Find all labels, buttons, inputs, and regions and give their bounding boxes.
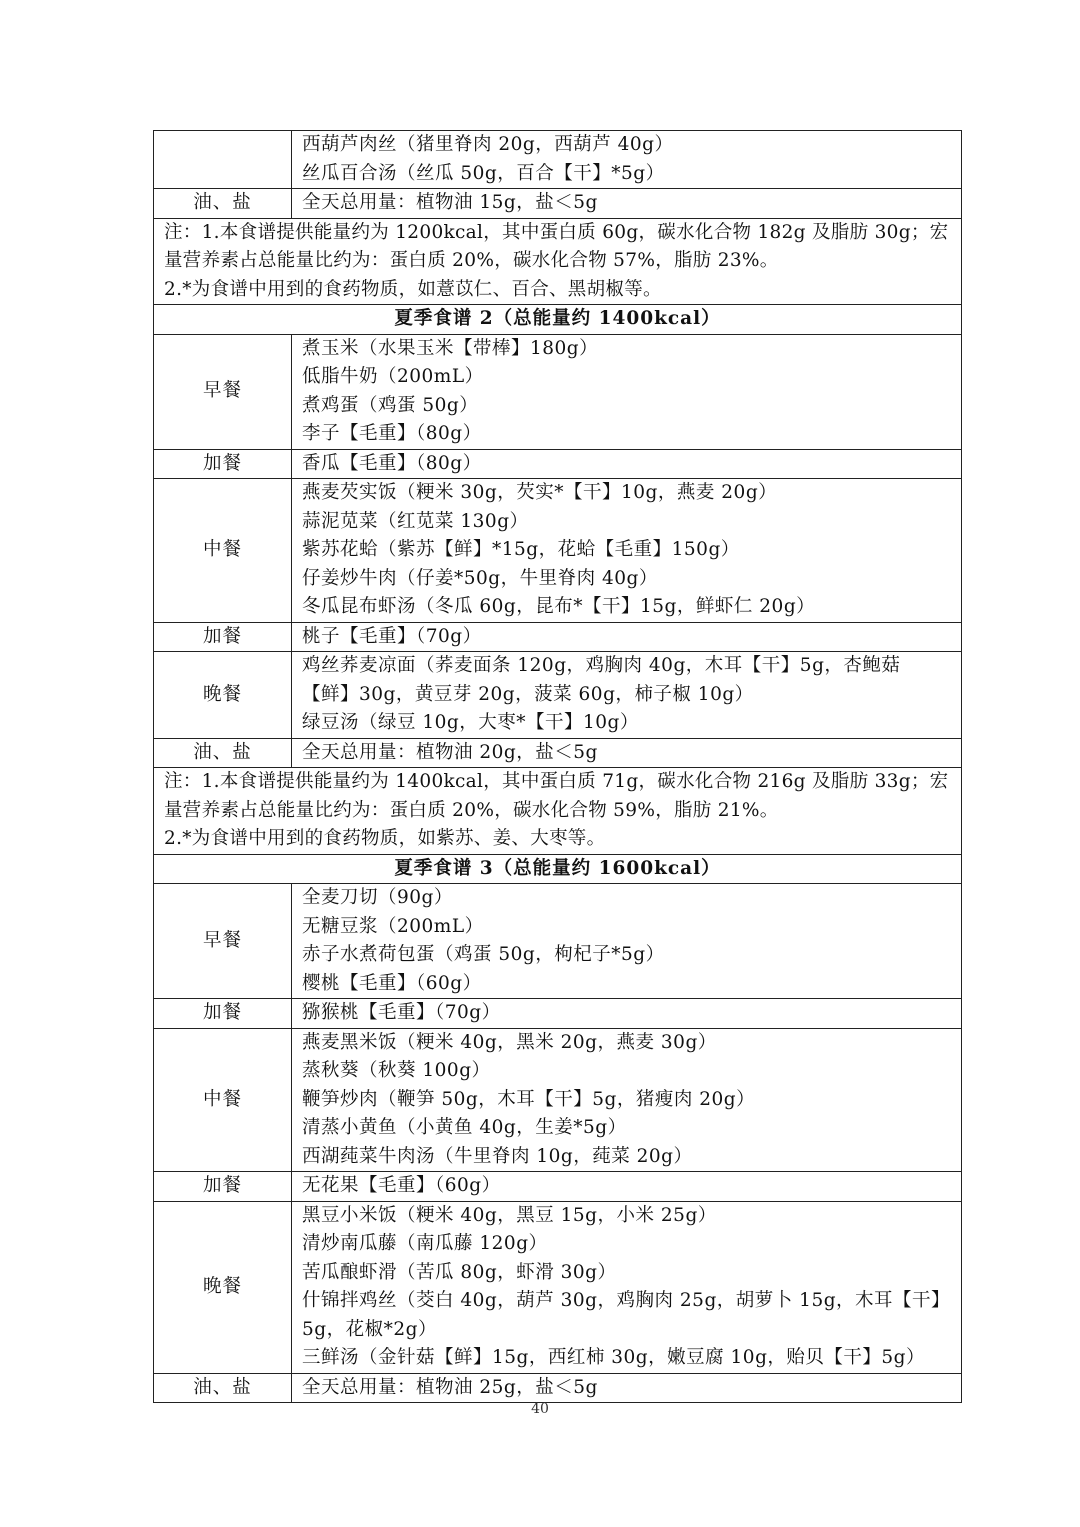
dish-item: 鞭笋炒肉（鞭笋 50g，木耳【干】5g，猪瘦肉 20g）	[302, 1088, 756, 1110]
recipe-table	[153, 130, 962, 1403]
meal-label: 早餐	[154, 334, 292, 449]
dish-item: 蒸秋葵（秋葵 100g）	[302, 1060, 491, 1081]
table-row	[154, 449, 962, 479]
dish-list	[292, 479, 962, 623]
table-row	[154, 334, 962, 449]
dish-item: 樱桃【毛重】（60g）	[302, 972, 482, 994]
meal-label: 加餐	[154, 1172, 292, 1202]
table-row	[154, 854, 962, 884]
dish-list	[292, 189, 962, 219]
meal-label: 油、盐	[154, 189, 292, 219]
dish-item: 燕麦黑米饭（粳米 40g，黑米 20g，燕麦 30g）	[302, 1031, 717, 1053]
dish-item: 5g，花椒*2g）	[302, 1318, 437, 1340]
meal-label: 中餐	[154, 479, 292, 623]
dish-list	[292, 738, 962, 768]
dish-item: 黑豆小米饭（粳米 40g，黑豆 15g，小米 25g）	[302, 1204, 717, 1226]
table-row	[154, 652, 962, 739]
dish-item: 清蒸小黄鱼（小黄鱼 40g，生姜*5g）	[302, 1117, 627, 1138]
dish-list	[292, 1172, 962, 1202]
dish-list	[292, 334, 962, 449]
meal-label: 加餐	[154, 622, 292, 652]
page-number: 40	[531, 1401, 549, 1417]
dish-item: 丝瓜百合汤（丝瓜 50g，百合【干】*5g）	[302, 162, 665, 184]
dish-item: 冬瓜昆布虾汤（冬瓜 60g，昆布*【干】15g，鲜虾仁 20g）	[302, 596, 816, 617]
dish-item: 燕麦芡实饭（粳米 30g，芡实*【干】10g，燕麦 20g）	[302, 482, 778, 503]
meal-label: 加餐	[154, 999, 292, 1029]
dish-item: 煮玉米（水果玉米【带棒】180g）	[302, 337, 599, 359]
table-row	[154, 479, 962, 623]
dish-item: 全麦刀切（90g）	[302, 887, 453, 908]
meal-label: 加餐	[154, 449, 292, 479]
dish-item: 低脂牛奶（200mL）	[302, 366, 484, 387]
dish-list	[292, 652, 962, 739]
dish-item: 三鲜汤（金针菇【鲜】15g，西红柿 30g，嫩豆腐 10g，贻贝【干】5g）	[302, 1347, 926, 1368]
dish-item: 赤子水煮荷包蛋（鸡蛋 50g，枸杞子*5g）	[302, 944, 665, 965]
meal-label: 中餐	[154, 1028, 292, 1172]
dish-list	[292, 131, 962, 189]
note-line-2: 2.*为食谱中用到的食药物质，如紫苏、姜、大枣等。	[164, 828, 606, 849]
dish-list	[292, 449, 962, 479]
dish-item: 无糖豆浆（200mL）	[302, 915, 484, 937]
oil-salt-total: 全天总用量：植物油 15g，盐＜5g	[302, 192, 598, 213]
dish-item: 无花果【毛重】（60g）	[302, 1175, 501, 1196]
dish-list	[292, 1028, 962, 1172]
dish-item: 西葫芦肉丝（猪里脊肉 20g，西葫芦 40g）	[302, 134, 674, 155]
meal-label: 油、盐	[154, 1373, 292, 1403]
dish-item: 香瓜【毛重】（80g）	[302, 452, 482, 474]
dish-item: 苦瓜酿虾滑（苦瓜 80g，虾滑 30g）	[302, 1261, 617, 1283]
table-row	[154, 1201, 962, 1373]
dish-item: 鸡丝荞麦凉面（荞麦面条 120g，鸡胸肉 40g，木耳【干】5g，杏鲍菇	[302, 655, 901, 676]
dish-item: 西湖莼菜牛肉汤（牛里脊肉 10g，莼菜 20g）	[302, 1145, 693, 1167]
dish-item: 紫苏花蛤（紫苏【鲜】*15g，花蛤【毛重】150g）	[302, 539, 740, 560]
dish-item: 煮鸡蛋（鸡蛋 50g）	[302, 394, 479, 416]
table-row	[154, 189, 962, 219]
table-row	[154, 622, 962, 652]
table-row	[154, 305, 962, 335]
note-line-2: 2.*为食谱中用到的食药物质，如薏苡仁、百合、黑胡椒等。	[164, 278, 662, 300]
dish-item: 清炒南瓜藤（南瓜藤 120g）	[302, 1233, 548, 1254]
dish-list	[292, 884, 962, 999]
meal-label: 晚餐	[154, 652, 292, 739]
dish-item: 蒜泥苋菜（红苋菜 130g）	[302, 510, 529, 532]
dish-item: 什锦拌鸡丝（茭白 40g，葫芦 30g，鸡胸肉 25g，胡萝卜 15g，木耳【干】	[302, 1290, 951, 1311]
note-line-1: 注：1.本食谱提供能量约为 1400kcal，其中蛋白质 71g，碳水化合物 216g 及脂肪 33g；宏量营养素占总能量比约为：蛋白质 20%，碳水化合物 59%，脂肪 21%。	[164, 771, 949, 821]
menu-title: 夏季食谱 3（总能量约 1600kcal）	[154, 854, 962, 884]
table-row	[154, 738, 962, 768]
table-row	[154, 768, 962, 855]
menu-note	[154, 218, 962, 305]
table-row	[154, 884, 962, 999]
oil-salt-total: 全天总用量：植物油 25g，盐＜5g	[302, 1376, 598, 1398]
note-line-1: 注：1.本食谱提供能量约为 1200kcal，其中蛋白质 60g，碳水化合物 182g 及脂肪 30g；宏量营养素占总能量比约为：蛋白质 20%，碳水化合物 57%，脂肪 23%。	[164, 221, 949, 271]
table-row	[154, 1373, 962, 1403]
dish-list	[292, 1373, 962, 1403]
table-row	[154, 999, 962, 1029]
table-row	[154, 218, 962, 305]
meal-label: 早餐	[154, 884, 292, 999]
dish-item: 李子【毛重】（80g）	[302, 423, 482, 444]
dish-item: 绿豆汤（绿豆 10g，大枣*【干】10g）	[302, 712, 639, 733]
table-row	[154, 1172, 962, 1202]
meal-label: 油、盐	[154, 738, 292, 768]
dish-list	[292, 622, 962, 652]
menu-title: 夏季食谱 2（总能量约 1400kcal）	[154, 305, 962, 335]
dish-item: 桃子【毛重】（70g）	[302, 625, 482, 647]
meal-label: 晚餐	[154, 1201, 292, 1373]
dish-item: 仔姜炒牛肉（仔姜*50g，牛里脊肉 40g）	[302, 567, 658, 589]
dish-item: 【鲜】30g，黄豆芽 20g，菠菜 60g，柿子椒 10g）	[302, 683, 754, 705]
table-row	[154, 131, 962, 189]
oil-salt-total: 全天总用量：植物油 20g，盐＜5g	[302, 741, 598, 763]
dish-item: 猕猴桃【毛重】（70g）	[302, 1002, 501, 1023]
dish-list	[292, 1201, 962, 1373]
table-row	[154, 1028, 962, 1172]
meal-label	[154, 131, 292, 189]
dish-list	[292, 999, 962, 1029]
menu-note	[154, 768, 962, 855]
